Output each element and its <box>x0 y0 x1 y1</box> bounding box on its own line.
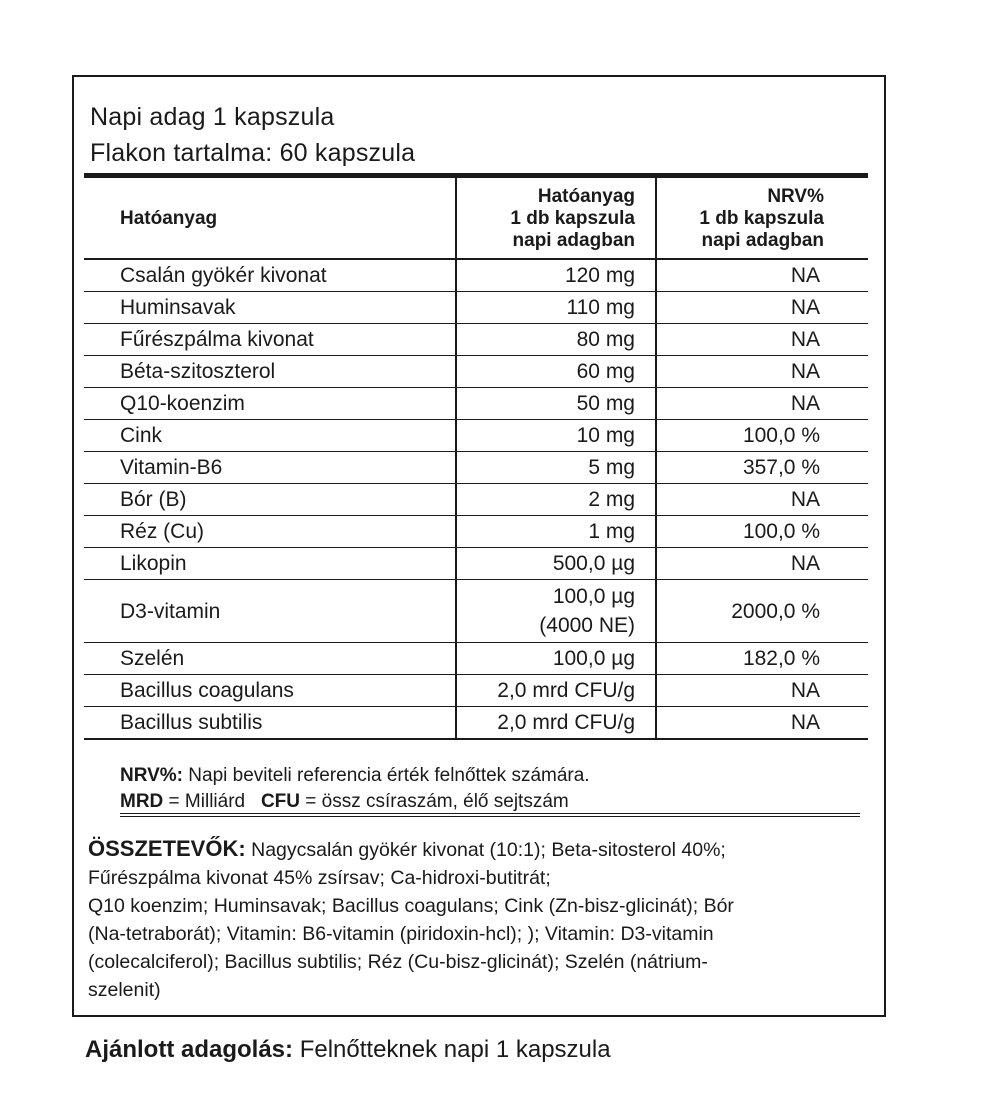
table-row <box>84 484 868 516</box>
ingredient-amount-note: (4000 NE) <box>539 614 635 637</box>
table-row <box>84 324 868 356</box>
ingredient-name: Huminsavak <box>84 292 456 324</box>
mrd-cfu-footnote <box>120 789 590 815</box>
ingredients-line: Q10 koenzim; Huminsavak; Bacillus coagulans; Cink (Zn-bisz-glicinát); Bór <box>88 895 734 917</box>
header-amount-per-capsule <box>456 176 656 260</box>
ingredient-name: D3-vitamin <box>84 580 456 643</box>
table-footnotes <box>120 763 590 815</box>
ingredients-line: (Na-tetraborát); Vitamin: B6-vitamin (piridoxin-hcl); ); Vitamin: D3-vitamin <box>88 923 714 945</box>
table-row <box>84 452 868 484</box>
header-amount-line-2: 1 db kapszula <box>510 208 635 229</box>
ingredients-line: Fűrészpálma kivonat 45% zsírsav; Ca-hidroxi-butitrát; <box>88 867 551 889</box>
ingredient-name: Vitamin-B6 <box>84 452 456 484</box>
footnote-divider-secondary <box>120 816 860 817</box>
ingredient-name: Bacillus coagulans <box>84 675 456 707</box>
nrv-abbreviation: NRV%: <box>120 765 183 786</box>
supplement-facts-panel <box>72 75 886 1017</box>
table-header-row <box>84 176 868 260</box>
table-row <box>84 548 868 580</box>
table-row <box>84 580 868 643</box>
header-amount-line-1: Hatóanyag <box>537 186 635 207</box>
ingredients-line: szelenit) <box>88 979 161 1001</box>
ingredient-nrv: NA <box>656 675 868 707</box>
ingredient-nrv: 100,0 % <box>656 420 868 452</box>
ingredient-amount: 10 mg <box>456 420 656 452</box>
header-active-ingredient: Hatóanyag <box>84 176 456 260</box>
ingredient-nrv: NA <box>656 324 868 356</box>
dosage-text: Felnőtteknek napi 1 kapszula <box>293 1036 611 1063</box>
nrv-definition: Napi beviteli referencia érték felnőttek számára. <box>183 765 590 786</box>
ingredient-nrv: 100,0 % <box>656 516 868 548</box>
ingredient-amount-value: 100,0 µg <box>552 585 635 608</box>
recommended-dosage <box>85 1034 611 1066</box>
ingredients-line: (colecalciferol); Bacillus subtilis; Réz (Cu-bisz-glicinát); Szelén (nátrium- <box>88 951 708 973</box>
header-nrv-line-2: 1 db kapszula <box>699 208 824 229</box>
ingredient-name: Q10-koenzim <box>84 388 456 420</box>
ingredient-amount: 1 mg <box>456 516 656 548</box>
mrd-abbreviation: MRD <box>120 791 164 812</box>
ingredient-amount: 2 mg <box>456 484 656 516</box>
cfu-abbreviation: CFU <box>260 791 301 812</box>
ingredient-name: Cink <box>84 420 456 452</box>
ingredient-name: Béta-szitoszterol <box>84 356 456 388</box>
footnote-divider <box>120 813 860 814</box>
ingredient-amount: 110 mg <box>456 292 656 324</box>
serving-size: Napi adag 1 kapszula <box>90 103 335 131</box>
table-row <box>84 388 868 420</box>
ingredient-nrv: NA <box>656 548 868 580</box>
header-nrv-line-1: NRV% <box>767 186 824 207</box>
ingredient-nrv: 2000,0 % <box>656 580 868 643</box>
ingredients-heading: ÖSSZETEVŐK: <box>88 836 246 861</box>
table-row <box>84 356 868 388</box>
header-amount-line-3: napi adagban <box>512 230 635 251</box>
header-nrv-line-3: napi adagban <box>701 230 824 251</box>
ingredient-nrv: NA <box>656 259 868 292</box>
mrd-definition: = Milliárd <box>163 791 261 812</box>
table-row <box>84 420 868 452</box>
ingredient-name: Szelén <box>84 643 456 675</box>
ingredient-amount: 60 mg <box>456 356 656 388</box>
cfu-definition: = össz csíraszám, élő sejtszám <box>300 791 569 812</box>
table-row <box>84 259 868 292</box>
header-nrv <box>656 176 868 260</box>
dosage-label: Ajánlott adagolás: <box>85 1036 294 1063</box>
ingredient-name: Réz (Cu) <box>84 516 456 548</box>
table-row <box>84 707 868 740</box>
ingredient-amount: 500,0 µg <box>456 548 656 580</box>
ingredient-nrv: NA <box>656 356 868 388</box>
ingredients-table <box>84 173 868 740</box>
ingredient-name: Bór (B) <box>84 484 456 516</box>
table-row <box>84 675 868 707</box>
ingredient-amount: 100,0 µg <box>456 643 656 675</box>
serving-info <box>90 99 415 171</box>
ingredient-name: Likopin <box>84 548 456 580</box>
ingredient-nrv: NA <box>656 292 868 324</box>
table-row <box>84 643 868 675</box>
ingredient-amount: 50 mg <box>456 388 656 420</box>
table-row <box>84 292 868 324</box>
ingredient-nrv: NA <box>656 707 868 740</box>
ingredient-nrv: NA <box>656 484 868 516</box>
ingredient-amount: 80 mg <box>456 324 656 356</box>
ingredients-list <box>88 835 858 1004</box>
nrv-footnote <box>120 763 590 789</box>
ingredients-line: Nagycsalán gyökér kivonat (10:1); Beta-sitosterol 40%; <box>245 839 726 861</box>
ingredient-name: Fűrészpálma kivonat <box>84 324 456 356</box>
ingredient-nrv: 357,0 % <box>656 452 868 484</box>
container-contents: Flakon tartalma: 60 kapszula <box>90 139 416 167</box>
ingredient-amount: 120 mg <box>456 259 656 292</box>
ingredient-name: Bacillus subtilis <box>84 707 456 740</box>
ingredient-name: Csalán gyökér kivonat <box>84 259 456 292</box>
ingredient-nrv: NA <box>656 388 868 420</box>
ingredient-nrv: 182,0 % <box>656 643 868 675</box>
ingredient-amount: 2,0 mrd CFU/g <box>456 675 656 707</box>
table-row <box>84 516 868 548</box>
ingredient-amount <box>456 580 656 643</box>
ingredient-amount: 5 mg <box>456 452 656 484</box>
ingredient-amount: 2,0 mrd CFU/g <box>456 707 656 740</box>
